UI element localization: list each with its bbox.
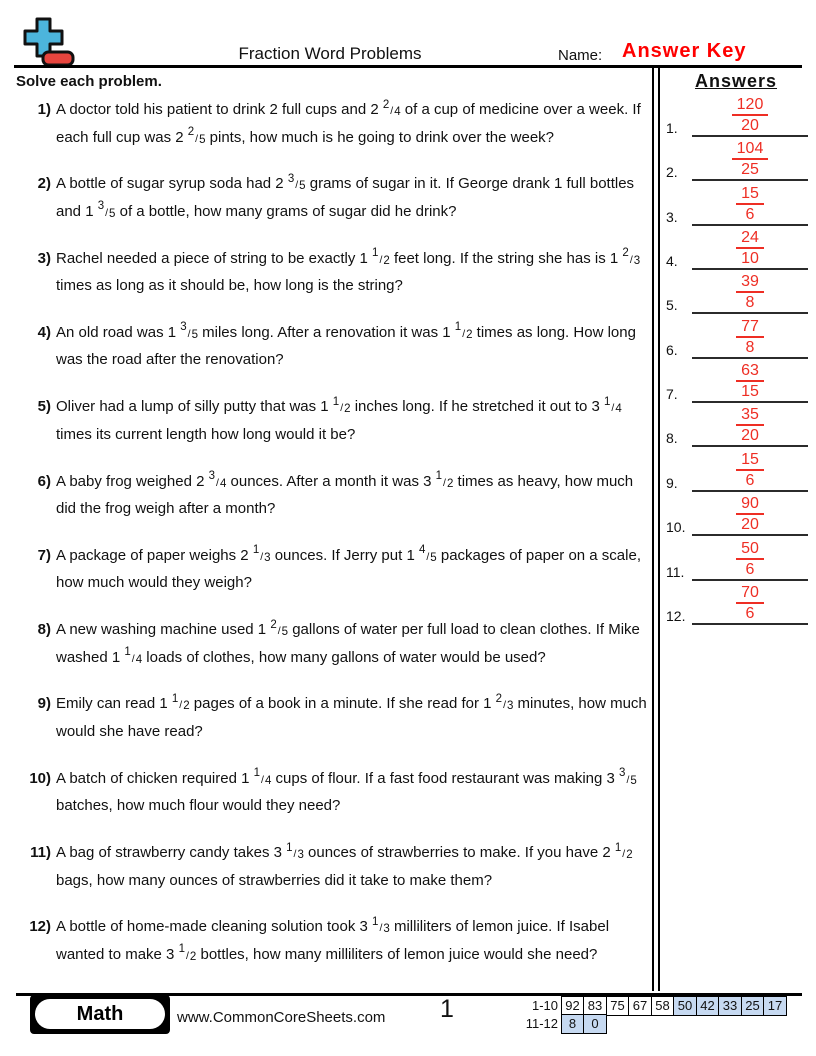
answer-number: 11. [666,563,685,580]
score-table [520,996,787,1034]
fraction-denominator: 4 [264,774,272,787]
inline-fraction [332,395,351,416]
fraction-numerator: 3 [619,767,626,780]
fraction-numerator: 2 [187,126,195,138]
fraction-numerator: 1 [372,247,379,260]
inline-fraction [178,943,197,963]
score-cell: 0 [583,1014,607,1034]
problem-text: A bottle of sugar syrup soda had 2 $^3$/5 grams of sugar in it. If George drank 1 full bottles and 1 $^3$/5 of a bottle, how many grams of sugar did he drink? [56,172,635,220]
fraction-slash: / [293,848,297,860]
score-cell: 50 [673,996,697,1016]
answer-fraction [692,362,808,400]
fraction-denominator: 2 [344,403,351,416]
problem-text: A package of paper weighs 2 $^1$/3 ounces. If Jerry put 1 $^4$/5 packages of paper on a scale, how much would they weigh? [56,544,641,592]
problem-text: A bag of strawberry candy takes 3 $^1$/3 ounces of strawberries to make. If you have 2 $^1$/2 bags, how many ounces of strawberries did it take to make them? [56,841,633,889]
answer-fraction-numerator: 104 [732,140,769,160]
page-number: 1 [440,995,454,1023]
problem-item [16,394,652,448]
answer-item [666,448,808,492]
subject-badge [30,995,170,1034]
answer-fraction-denominator: 6 [745,604,755,622]
fraction-denominator: 3 [506,700,514,713]
fraction-denominator: 2 [466,328,473,341]
answer-fraction [692,406,808,444]
answer-fraction [692,318,808,356]
fraction-numerator: 1 [614,841,622,854]
inline-fraction [187,126,206,146]
fraction-numerator: 1 [253,767,261,780]
answer-number: 12. [666,607,686,624]
answer-fraction [692,495,808,533]
fraction-slash: / [105,206,109,219]
answer-fraction [692,185,808,223]
problem-text: A new washing machine used 1 $^2$/5 gallons of water per full load to clean clothes. If Mike washed 1 $^1$/4 loads of clothes, how many gallons of water would be used? [56,618,640,666]
fraction-denominator: 5 [281,626,289,639]
fraction-slash: / [187,327,191,340]
fraction-numerator: 1 [178,943,185,956]
inline-fraction [454,321,473,341]
fraction-denominator: 2 [446,477,454,490]
answer-fraction-numerator: 50 [736,540,764,560]
fraction-denominator: 5 [109,207,116,220]
fraction-numerator: 3 [287,172,295,185]
header-divider [14,65,802,68]
problem-number: 6) [37,472,51,490]
score-cell: 42 [696,996,720,1016]
inline-fraction [171,692,190,713]
problem-text: Oliver had a lump of silly putty that was 1 $^1$/2 inches long. If he stretched it out to 3 $^1$/4 times its current length how long would it be? [56,395,622,443]
answer-fraction-numerator: 24 [736,229,764,249]
answer-item [666,226,808,270]
answer-item [666,93,808,137]
fraction-denominator: 2 [626,849,633,861]
fraction-numerator: 1 [454,321,462,334]
answer-item [666,492,808,536]
score-row [520,996,787,1016]
fraction-denominator: 5 [191,328,198,341]
fraction-slash: / [295,179,299,192]
inline-fraction [614,841,633,861]
name-label: Name: [558,47,603,64]
fraction-slash: / [260,550,264,563]
answer-fraction-denominator: 6 [745,205,755,223]
problem-number: 4) [37,323,51,341]
score-cell: 92 [561,996,585,1016]
answer-number: 1. [666,120,678,136]
fraction-slash: / [629,253,633,266]
answer-fraction-numerator: 120 [732,96,769,116]
fraction-slash: / [462,327,466,340]
answer-fraction-denominator: 10 [741,250,759,268]
problem-item [16,171,652,226]
fraction-slash: / [379,922,383,935]
inline-fraction [619,767,637,787]
problem-text: An old road was 1 $^3$/5 miles long. After a renovation it was 1 $^1$/2 times as long. How long was the road after the renovation? [56,321,636,369]
answer-fraction [692,451,808,489]
answer-key-label: Answer Key [622,40,747,62]
answer-fraction-denominator: 8 [745,294,755,312]
answer-fraction-numerator: 35 [736,406,764,426]
inline-fraction [270,618,289,639]
problem-number: 3) [37,249,51,267]
fraction-denominator: 4 [394,106,401,118]
fraction-slash: / [626,773,630,786]
fraction-numerator: 1 [171,692,179,705]
inline-fraction [382,98,401,118]
answers-divider-outer [652,65,654,991]
answer-fraction-denominator: 20 [741,516,759,534]
fraction-slash: / [340,402,344,415]
score-cell: 33 [718,996,742,1016]
score-cell: 83 [583,996,607,1016]
score-row [520,1014,787,1034]
fraction-slash: / [443,476,446,489]
inline-fraction [97,200,116,220]
problem-item [16,246,652,300]
answer-item [666,137,808,181]
website-text: www.CommonCoreSheets.com [177,1009,386,1026]
problem-text: A bottle of home-made cleaning solution took 3 $^1$/3 milliliters of lemon juice. If Isabel wanted to make 3 $^1$/2 bottles, how many milliliters of lemon juice would she need? [56,915,610,963]
answer-item [666,537,808,581]
fraction-slash: / [216,476,219,489]
problem-number: 2) [37,175,51,193]
answer-fraction-numerator: 90 [736,495,764,515]
inline-fraction [286,841,304,861]
fraction-numerator: 1 [372,915,379,928]
fraction-slash: / [611,402,615,415]
fraction-numerator: 1 [332,395,340,408]
problem-item [16,617,652,672]
fraction-denominator: 5 [630,774,637,787]
inline-fraction [495,692,514,713]
answer-fraction-denominator: 15 [741,383,759,401]
problem-number: 7) [37,546,51,564]
inline-fraction [287,172,306,193]
inline-fraction [372,247,390,267]
answer-fraction-denominator: 25 [741,161,759,179]
problem-text: A baby frog weighed 2 $^3$/4 ounces. After a month it was 3 $^1$/2 times as heavy, how much did the frog weigh after a month? [56,470,634,517]
fraction-slash: / [185,949,189,962]
fraction-slash: / [379,253,383,266]
fraction-denominator: 5 [430,551,437,564]
problem-item [16,320,652,374]
problem-item [16,840,652,894]
fraction-numerator: 1 [124,646,131,659]
answer-number: 3. [666,208,678,225]
fraction-numerator: 4 [418,544,426,557]
fraction-denominator: 4 [135,653,143,666]
answer-number: 5. [666,297,678,314]
answers-header: Answers [694,71,778,91]
answer-number: 4. [666,253,678,270]
fraction-slash: / [390,105,394,117]
fraction-numerator: 3 [97,200,105,213]
score-cell: 25 [741,996,765,1016]
inline-fraction [418,544,437,564]
score-cell: 8 [561,1014,585,1034]
inline-fraction [435,470,454,490]
score-cell: 75 [606,996,630,1016]
fraction-denominator: 3 [264,551,271,564]
answer-fraction [692,584,808,622]
fraction-numerator: 2 [495,692,503,705]
problem-item [16,914,652,969]
inline-fraction [252,544,271,564]
fraction-slash: / [195,132,199,145]
answer-number: 9. [666,474,678,491]
answer-fraction-numerator: 70 [736,584,764,604]
fraction-numerator: 2 [622,247,629,260]
answer-fraction-numerator: 39 [736,273,764,293]
fraction-numerator: 1 [604,395,611,408]
fraction-denominator: 2 [183,700,190,713]
problem-number: 12) [29,918,51,936]
fraction-denominator: 4 [615,403,622,416]
problem-text: A doctor told his patient to drink 2 full cups and 2 $^2$/4 of a cup of medicine over a week. If each full cup was 2 $^2$/5 pints, how much is he going to drink over the week? [56,98,641,146]
problem-text: A batch of chicken required 1 $^1$/4 cups of flour. If a fast food restaurant was making 3 $^3$/5 batches, how much flour would they need? [56,767,637,815]
answer-fraction [692,229,808,267]
fraction-slash: / [277,625,281,638]
answer-item [666,270,808,314]
answer-fraction [692,273,808,311]
fraction-numerator: 3 [208,470,216,482]
fraction-denominator: 3 [633,254,641,267]
fraction-numerator: 3 [180,321,187,334]
fraction-denominator: 4 [219,477,227,490]
problem-number: 11) [30,844,51,861]
answer-item [666,581,808,625]
answer-item [666,359,808,403]
answer-fraction-denominator: 6 [745,471,755,489]
problem-item [16,97,652,152]
problem-item [16,766,652,820]
inline-fraction [372,915,390,936]
answer-fraction [692,540,808,578]
answer-item [666,403,808,447]
fraction-slash: / [503,699,506,712]
answer-fraction-denominator: 6 [745,560,755,578]
answer-fraction-denominator: 20 [741,427,759,445]
fraction-numerator: 1 [435,470,443,482]
inline-fraction [208,470,227,490]
fraction-numerator: 1 [286,841,293,854]
score-cell: 58 [651,996,675,1016]
answer-number: 7. [666,386,678,403]
problem-item [16,469,652,523]
inline-fraction [622,247,641,267]
answer-number: 8. [666,430,678,447]
answer-number: 2. [666,164,678,181]
fraction-denominator: 2 [383,254,390,267]
problem-number: 10) [29,769,51,787]
inline-fraction [253,767,272,787]
problem-item [16,691,652,745]
answer-fraction [692,96,808,134]
fraction-slash: / [179,699,183,712]
fraction-numerator: 2 [382,98,390,111]
fraction-denominator: 2 [189,950,197,963]
inline-fraction [180,321,198,341]
subject-badge-label: Math [35,999,165,1029]
inline-fraction [604,395,622,416]
fraction-numerator: 1 [252,544,260,557]
fraction-slash: / [426,550,430,563]
answer-fraction-denominator: 8 [745,338,755,356]
problem-number: 8) [37,621,51,639]
answer-fraction-numerator: 63 [736,362,764,382]
inline-fraction [124,646,143,666]
score-cell: 67 [628,996,652,1016]
fraction-denominator: 5 [199,133,206,146]
answer-fraction [692,140,808,178]
score-cell: 17 [763,996,787,1016]
answers-divider-inner [658,65,660,991]
answer-line [692,623,808,625]
fraction-slash: / [622,848,626,860]
problem-number: 5) [37,398,51,416]
fraction-denominator: 3 [383,923,390,936]
fraction-slash: / [131,652,135,665]
answer-fraction-numerator: 77 [736,318,764,338]
fraction-slash: / [261,773,264,786]
answer-item [666,182,808,226]
problem-item [16,543,652,597]
fraction-denominator: 5 [299,180,306,193]
answer-fraction-numerator: 15 [736,451,764,471]
problem-text: Rachel needed a piece of string to be exactly 1 $^1$/2 feet long. If the string she has is 1 $^2$/3 times as long as it should be, how long is the string? [56,247,641,295]
answer-number: 10. [666,519,686,536]
score-row-label: 1-10 [531,998,558,1013]
problem-text: Emily can read 1 $^1$/2 pages of a book in a minute. If she read for 1 $^2$/3 minutes, how much would she have read? [56,692,647,740]
answer-fraction-denominator: 20 [741,117,759,134]
fraction-denominator: 3 [297,849,304,861]
problem-number: 9) [37,695,51,713]
score-row-label: 11-12 [525,1016,558,1031]
answer-item [666,315,808,359]
page-title: Fraction Word Problems [238,44,422,63]
fraction-numerator: 2 [270,618,277,631]
instructions-text: Solve each problem. [16,73,162,90]
answer-fraction-numerator: 15 [736,185,764,205]
answer-number: 6. [666,341,678,358]
problem-number: 1) [37,101,51,118]
